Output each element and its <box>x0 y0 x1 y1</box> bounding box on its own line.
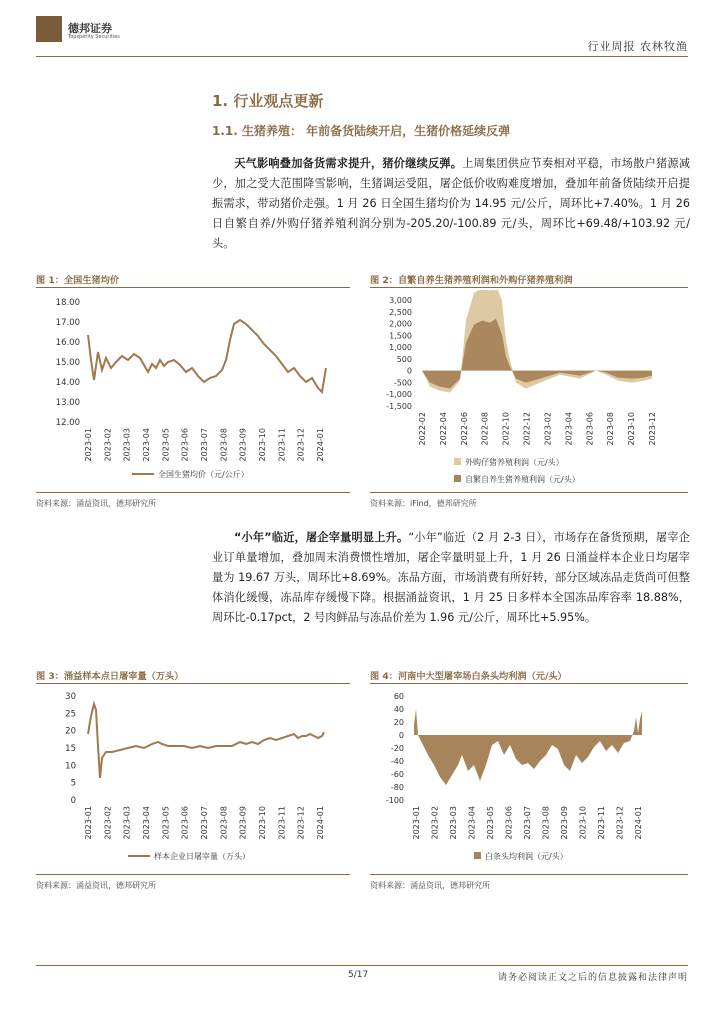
fig1-y-tick-label: 16.00 <box>55 338 80 348</box>
fig1-title-rule <box>36 287 350 288</box>
footer-divider <box>36 965 688 966</box>
fig1-x-tick-label: 2023-08 <box>219 428 229 462</box>
fig1-bottom-rule <box>36 492 350 493</box>
fig4-y-tick-label: -20 <box>390 744 404 753</box>
fig1-x-tick-label: 2023-06 <box>180 428 190 462</box>
fig4-legend-swatch <box>474 852 481 859</box>
fig3-x-tick-label: 2023-11 <box>277 806 287 840</box>
fig2-legend2-swatch <box>454 475 461 482</box>
fig3-x-tick-label: 2023-10 <box>258 806 267 840</box>
fig1-y-tick-label: 15.00 <box>55 358 80 368</box>
fig2-y-tick-label: 3,000 <box>389 296 412 305</box>
paragraph-1 <box>212 154 690 254</box>
fig2-y-tick-label: -500 <box>393 378 412 388</box>
fig2-x-tick-label: 2023-04 <box>564 412 574 446</box>
fig1-x-axis <box>84 428 325 461</box>
fig1-source: 资料来源：涌益资讯，德邦研究所 <box>36 499 156 508</box>
fig3-x-tick-label: 2024-01 <box>316 806 325 840</box>
fig1-title: 图 1：全国生猪均价 <box>36 275 120 286</box>
fig4-y-tick-label: 20 <box>393 718 404 727</box>
fig2-x-tick-label: 2022-08 <box>480 412 490 446</box>
paragraph-2-lead: “小年”临近，屠企宰量明显上升。 <box>234 531 409 544</box>
fig4-chart <box>370 686 688 870</box>
fig3-title-rule <box>36 683 350 684</box>
fig2-y-tick-label: 0 <box>406 366 412 376</box>
fig2-x-tick-label: 2023-10 <box>627 412 637 446</box>
paragraph-2-body: “小年”临近（2 月 2-3 日），市场存在备货预期，屠宰企业订单量增加，叠加周末消费惯性增加，屠企宰量明显上升，1 月 26 日涌益样本企业日均屠宰量为 19.67 万头，周环比+8.69%。冻品方面，市场消费有所好转，部分区域冻品走货尚可但整体消化缓慢，冻品库存缓慢下降。根据涌益资讯，1 月 25 日多样本全国冻品库容率 18.88%，周环比-0.17pct，2 号肉鲜品与冻品价差为 1.96 元/公斤，周环比+5.95%。 <box>212 531 690 624</box>
logo-icon <box>36 16 62 42</box>
fig2-x-tick-label: 2022-06 <box>459 412 469 446</box>
fig3-y-tick-label: 20 <box>65 726 76 737</box>
fig4-y-tick-label: 40 <box>393 705 404 714</box>
fig4-title: 图 4：河南中大型屠宰场白条头均利润（元/头） <box>370 671 567 682</box>
fig2-y-tick-label: 1,500 <box>389 331 412 341</box>
fig4-x-tick-label: 2023-11 <box>597 806 606 840</box>
fig4-x-tick-label: 2023-08 <box>541 806 551 840</box>
fig4-y-tick-label: -40 <box>390 757 404 766</box>
fig1-chart <box>36 290 350 490</box>
fig2-x-tick-label: 2023-12 <box>648 412 657 446</box>
fig3-y-tick-label: 30 <box>65 692 76 702</box>
paragraph-1-body: 上周集团供应节奏相对平稳，市场散户猪源减少，加之受大范围降雪影响，生猪调运受阻，屠企低价收购难度增加，叠加年前备货陆续开启提振需求，带动猪价走强。1 月 26 日全国生猪均价为 14.95 元/公斤，周环比+7.40%。1 月 26 日自繁自养/外购仔猪养殖利润分别为-205.20/-100.89 元/头，周环比+69.48/+103.92 元/头。 <box>212 157 690 250</box>
fig1-y-tick-label: 14.00 <box>55 378 80 388</box>
fig3-y-tick-label: 5 <box>70 778 76 789</box>
fig1-x-tick-label: 2023-12 <box>296 428 306 462</box>
section-heading: 1. 行业观点更新 <box>212 92 324 110</box>
fig2-x-tick-label: 2023-08 <box>606 412 616 446</box>
fig3-bottom-rule <box>36 874 350 875</box>
fig1-x-tick-label: 2023-01 <box>84 428 93 462</box>
logo-name: 德邦证券 <box>68 22 112 35</box>
disclaimer: 请务必阅读正文之后的信息披露和法律声明 <box>497 973 688 983</box>
fig4-x-tick-label: 2023-07 <box>523 806 532 840</box>
fig2-chart <box>370 290 688 490</box>
fig2-legend2-label: 自繁自养生猪养殖利润（元/头） <box>465 475 580 484</box>
fig3-x-tick-label: 2023-06 <box>180 806 190 840</box>
fig2-legend1-swatch <box>454 458 461 465</box>
fig2-x-tick-label: 2022-02 <box>418 412 427 446</box>
fig3-series-line <box>88 704 324 778</box>
fig3-x-tick-label: 2023-02 <box>103 806 113 840</box>
fig2-y-tick-label: -1,000 <box>386 390 412 400</box>
fig4-legend-label: 白条头均利润（元/头） <box>485 852 568 861</box>
fig4-x-axis <box>412 806 643 839</box>
header-divider <box>36 56 688 57</box>
fig3-source: 资料来源：涌益资讯，德邦研究所 <box>36 881 156 890</box>
fig3-x-tick-label: 2023-09 <box>238 806 248 840</box>
subsection-heading: 1.1. 生猪养殖： 年前备货陆续开启，生猪价格延续反弹 <box>212 124 511 138</box>
fig3-x-tick-label: 2023-03 <box>122 806 132 840</box>
fig1-x-tick-label: 2023-10 <box>258 428 267 462</box>
report-category: 行业周报 农林牧渔 <box>587 40 688 53</box>
fig4-x-tick-label: 2023-09 <box>560 806 569 840</box>
fig4-x-tick-label: 2023-04 <box>467 806 477 840</box>
fig3-x-tick-label: 2023-01 <box>84 806 93 840</box>
fig2-x-axis <box>418 412 657 445</box>
logo-subtitle: Topsperity Securities <box>68 34 120 40</box>
fig4-y-tick-label: 60 <box>393 692 404 701</box>
fig2-source: 资料来源：iFind，德邦研究所 <box>370 499 477 508</box>
fig1-x-tick-label: 2023-05 <box>161 428 171 462</box>
fig1-x-tick-label: 2023-03 <box>122 428 132 462</box>
fig4-x-tick-label: 2023-01 <box>412 806 421 840</box>
fig4-x-tick-label: 2023-06 <box>504 806 514 840</box>
fig3-chart <box>36 686 350 870</box>
fig3-y-tick-label: 0 <box>70 796 76 806</box>
paragraph-2 <box>212 528 690 628</box>
fig2-y-tick-label: 500 <box>396 354 412 364</box>
fig2-x-tick-label: 2023-06 <box>585 412 595 446</box>
fig4-series-area <box>414 709 642 785</box>
fig3-title: 图 3：涌益样本点日屠宰量（万头） <box>36 671 184 682</box>
fig2-x-tick-label: 2022-10 <box>501 412 511 446</box>
fig2-title: 图 2：自繁自养生猪养殖利润和外购仔猪养殖利润 <box>370 275 573 286</box>
fig2-y-tick-label: 1,000 <box>389 343 412 353</box>
fig3-x-tick-label: 2023-07 <box>200 806 209 840</box>
fig4-x-tick-label: 2023-10 <box>578 806 588 840</box>
fig2-x-tick-label: 2022-04 <box>438 412 448 446</box>
fig4-y-tick-label: -60 <box>390 770 404 779</box>
fig3-x-tick-label: 2023-08 <box>219 806 229 840</box>
fig2-x-tick-label: 2022-12 <box>522 412 532 446</box>
fig2-y-tick-label: -1,500 <box>386 402 412 411</box>
fig3-legend-label: 样本企业日屠宰量（万头） <box>154 852 250 861</box>
fig3-x-tick-label: 2023-12 <box>296 806 306 840</box>
paragraph-1-lead: 天气影响叠加备货需求提升，猪价继续反弹。 <box>234 157 463 170</box>
fig1-y-tick-label: 13.00 <box>55 398 80 408</box>
fig2-bottom-rule <box>370 492 688 493</box>
fig3-y-tick-label: 25 <box>65 709 76 720</box>
fig1-x-tick-label: 2023-02 <box>103 428 113 462</box>
fig2-y-tick-label: 2,000 <box>389 319 412 329</box>
fig1-series-line <box>88 320 326 392</box>
fig4-x-tick-label: 2023-05 <box>486 806 495 840</box>
fig1-y-tick-label: 12.00 <box>55 418 80 428</box>
fig2-legend1-label: 外购仔猪养殖利润（元/头） <box>465 458 564 467</box>
fig4-x-tick-label: 2023-02 <box>430 806 440 840</box>
fig1-y-axis <box>56 298 80 428</box>
fig4-y-tick-label: -80 <box>390 783 404 792</box>
fig4-y-axis <box>386 692 404 805</box>
fig3-x-tick-label: 2023-04 <box>142 806 151 840</box>
fig1-y-tick-label: 17.00 <box>55 318 80 328</box>
fig2-y-axis <box>386 296 412 411</box>
fig1-x-tick-label: 2023-07 <box>200 428 209 462</box>
fig1-legend-label: 全国生猪均价（元/公斤） <box>158 470 249 479</box>
fig4-y-tick-label: 0 <box>398 731 404 740</box>
fig4-bottom-rule <box>370 874 688 875</box>
fig4-x-tick-label: 2023-03 <box>449 806 458 840</box>
fig4-title-rule <box>370 683 688 684</box>
fig3-y-tick-label: 10 <box>65 761 76 772</box>
page-number: 5/17 <box>348 970 369 980</box>
fig1-x-tick-label: 2023-04 <box>142 428 151 462</box>
fig1-y-tick-label: 18.00 <box>55 298 80 308</box>
fig1-x-tick-label: 2023-11 <box>277 428 287 462</box>
fig4-y-tick-label: -100 <box>385 796 404 805</box>
fig1-x-tick-label: 2024-01 <box>316 428 325 462</box>
fig4-x-tick-label: 2024-01 <box>634 806 643 840</box>
fig4-x-tick-label: 2023-12 <box>615 806 625 840</box>
fig3-x-axis <box>84 806 325 839</box>
fig2-title-rule <box>370 287 688 288</box>
fig2-x-tick-label: 2023-02 <box>543 412 553 446</box>
fig3-x-tick-label: 2023-05 <box>161 806 171 840</box>
fig2-y-tick-label: 2,500 <box>389 307 412 317</box>
fig4-source: 资料来源：涌益资讯，德邦研究所 <box>370 881 490 890</box>
fig3-y-tick-label: 15 <box>65 744 76 754</box>
fig1-x-tick-label: 2023-09 <box>238 428 248 462</box>
fig3-y-axis <box>65 692 76 806</box>
